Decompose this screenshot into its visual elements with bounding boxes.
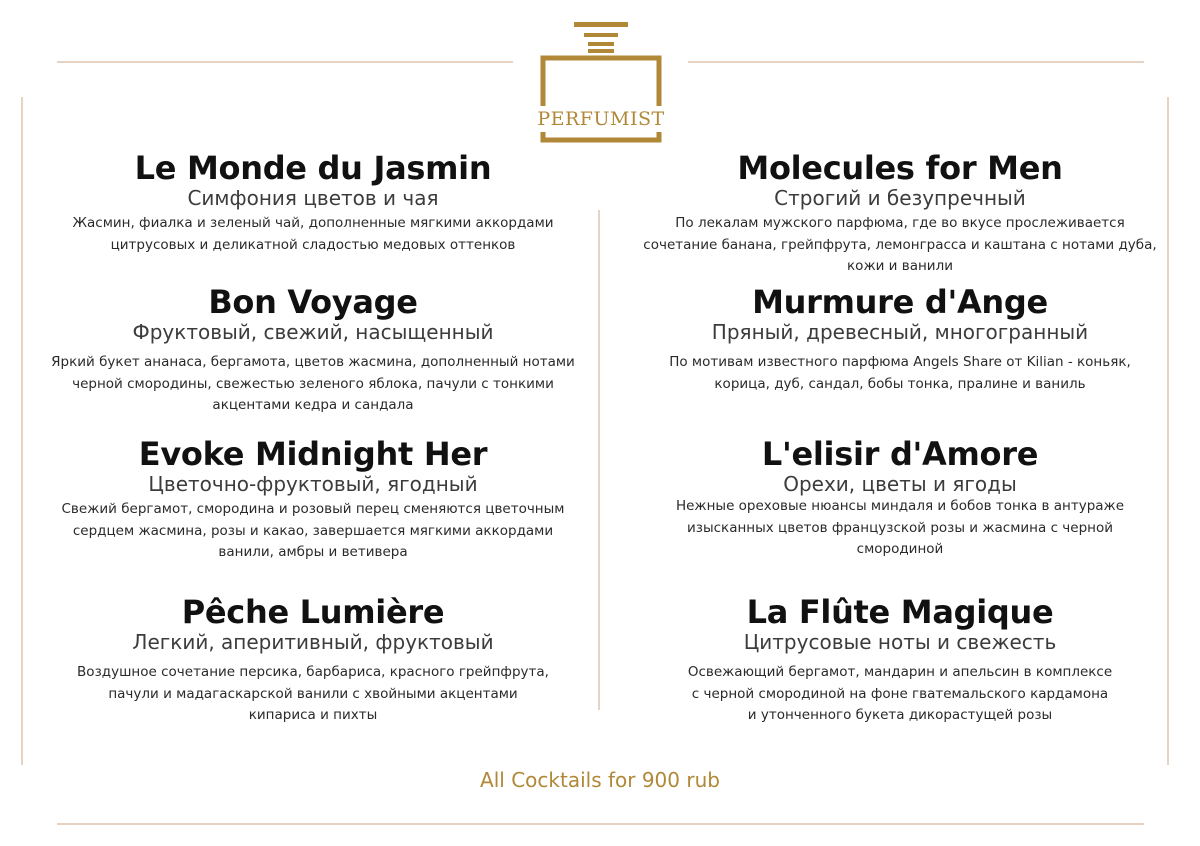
menu-item-peche-lumiere (33, 594, 593, 727)
description-line: кожи и ванили (847, 258, 953, 274)
item-description (33, 213, 593, 256)
item-name: Molecules for Men (737, 149, 1063, 187)
left-border (21, 97, 23, 765)
menu-item-murmure-d-ange (620, 284, 1180, 395)
item-description (33, 352, 593, 417)
description-line: с черной смородиной на фоне гватемальского кардамона (691, 685, 1109, 702)
description-line: Воздушное сочетание персика, барбариса, красного грейпфрута, (77, 664, 549, 680)
menu-item-le-monde-du-jasmin (33, 150, 593, 256)
item-name: Murmure d'Ange (752, 283, 1048, 321)
item-subtitle: Пряный, древесный, многогранный (711, 320, 1089, 344)
bottom-divider (57, 823, 1144, 825)
center-divider (598, 210, 600, 710)
item-subtitle: Симфония цветов и чая (187, 186, 439, 210)
description-line: пачули и мадагаскарской ванили с хвойными акцентами (108, 685, 518, 702)
description-line: По лекалам мужского парфюма, где во вкусе прослеживается (675, 215, 1125, 231)
description-line: и утонченного букета дикорастущей розы (747, 707, 1053, 723)
perfumist-logo (538, 20, 664, 144)
description-line: сочетание банана, грейпфрута, лемонграсса и каштана с нотами дуба, (643, 236, 1157, 253)
item-description (33, 499, 593, 564)
item-description (620, 352, 1180, 395)
description-line: изысканных цветов французской розы и жасмина с черной (687, 519, 1113, 536)
menu-item-la-flute-magique (620, 594, 1180, 727)
item-name: Evoke Midnight Her (138, 435, 488, 473)
description-line: Свежий бергамот, смородина и розовый перец сменяются цветочным (61, 501, 565, 517)
price-note: All Cocktails for 900 rub (480, 768, 720, 792)
description-line: смородиной (856, 541, 944, 557)
logo-text: PERFUMIST (534, 106, 668, 132)
description-line: Яркий букет ананаса, бергамота, цветов жасмина, дополненный нотами (51, 354, 575, 370)
item-description (33, 662, 593, 727)
description-line: акцентами кедра и сандала (212, 397, 414, 413)
description-line: черной смородины, свежестью зеленого яблока, пачули с тонкими (72, 375, 554, 392)
description-line: Нежные ореховые нюансы миндаля и бобов тонка в антураже (675, 498, 1125, 514)
item-name: Pêche Lumière (181, 593, 445, 631)
description-line: корица, дуб, сандал, бобы тонка, пралине и ваниль (714, 375, 1086, 392)
item-subtitle: Строгий и безупречный (774, 186, 1026, 210)
description-line: кипариса и пихты (248, 707, 378, 723)
item-subtitle: Цитрусовые ноты и свежесть (743, 630, 1057, 654)
item-name: La Flûte Magique (746, 593, 1054, 631)
item-description (620, 662, 1180, 727)
menu-item-bon-voyage (33, 284, 593, 417)
item-subtitle: Орехи, цветы и ягоды (783, 472, 1017, 496)
description-line: сердцем жасмина, розы и какао, завершается мягкими аккордами (72, 522, 554, 539)
menu-item-l-elisir-d-amore (620, 436, 1180, 561)
item-name: Le Monde du Jasmin (134, 149, 492, 187)
top-left-divider (57, 61, 513, 63)
item-description (620, 213, 1180, 278)
menu-item-evoke-midnight-her (33, 436, 593, 564)
item-subtitle: Легкий, аперитивный, фруктовый (132, 630, 494, 654)
item-subtitle: Цветочно-фруктовый, ягодный (148, 472, 478, 496)
item-name: L'elisir d'Amore (761, 435, 1039, 473)
description-line: ванили, амбры и ветивера (218, 544, 408, 560)
item-description (620, 496, 1180, 561)
item-subtitle: Фруктовый, свежий, насыщенный (132, 320, 494, 344)
item-name: Bon Voyage (208, 283, 418, 321)
description-line: Жасмин, фиалка и зеленый чай, дополненные мягкими аккордами (72, 215, 554, 231)
description-line: цитрусовых и деликатной сладостью медовых оттенков (110, 236, 516, 253)
menu-item-molecules-for-men (620, 150, 1180, 278)
description-line: Освежающий бергамот, мандарин и апельсин в комплексе (687, 664, 1113, 680)
description-line: По мотивам известного парфюма Angels Share от Kilian - коньяк, (669, 354, 1131, 370)
top-right-divider (688, 61, 1144, 63)
